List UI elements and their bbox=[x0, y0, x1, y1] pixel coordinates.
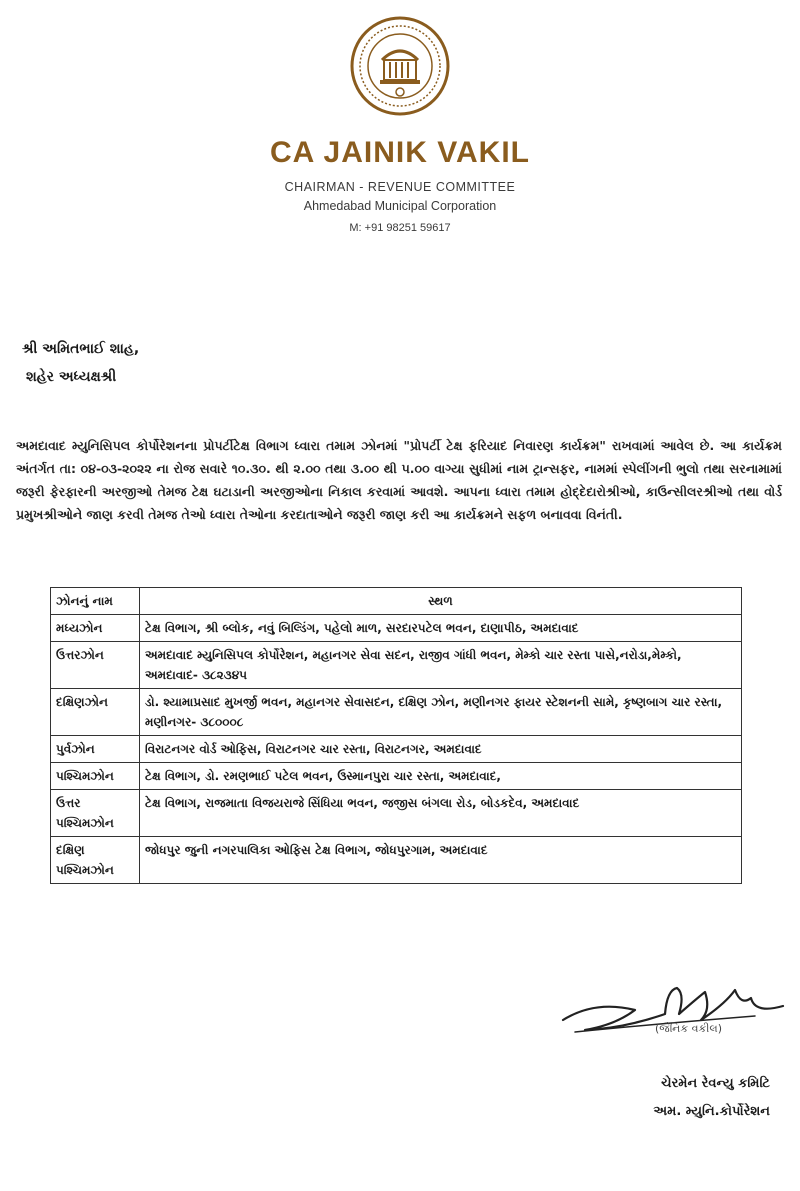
table-row bbox=[51, 790, 742, 837]
zone-cell: દક્ષિણઝોન bbox=[51, 689, 140, 736]
letterhead-title: CHAIRMAN - REVENUE COMMITTEE bbox=[284, 180, 516, 194]
letterhead-organization: Ahmedabad Municipal Corporation bbox=[303, 199, 497, 213]
table-row bbox=[51, 736, 742, 763]
table-row bbox=[51, 837, 742, 884]
addressee-name: શ્રી અમિતભાઈ શાહ, bbox=[22, 341, 140, 357]
place-header: સ્થળ bbox=[140, 588, 742, 615]
place-cell: ટેક્ષ વિભાગ, ડો. રમણભાઈ પટેલ ભવન, ઉસ્માનપુરા ચાર રસ્તા, અમદાવાદ, bbox=[140, 763, 742, 790]
place-cell: ટેક્ષ વિભાગ, શ્રી બ્લોક, નવું બિલ્ડિંગ, પહેલો માળ, સરદારપટેલ ભવન, દાણાપીઠ, અમદાવાદ bbox=[140, 615, 742, 642]
signatory-name: (જૈનિક વકીલ) bbox=[655, 1022, 723, 1035]
place-cell: જોધપુર જુની નગરપાલિકા ઓફિસ ટેક્ષ વિભાગ, જોધપુરગામ, અમદાવાદ bbox=[140, 837, 742, 884]
zone-cell: મધ્યઝોન bbox=[51, 615, 140, 642]
table-row bbox=[51, 642, 742, 689]
place-cell: ડો. શ્યામાપ્રસાદ મુખર્જી ભવન, મહાનગર સેવાસદન, દક્ષિણ ઝોન, મણીનગર ફાયર સ્ટેશનની સામે, કૃષ્ણબાગ ચાર રસ્તા, મણીનગર- ૩૮૦૦૦૮ bbox=[140, 689, 742, 736]
table-header-row bbox=[51, 588, 742, 615]
zone-cell: પુર્વઝોન bbox=[51, 736, 140, 763]
signatory-organization: અમ. મ્યુનિ.કોર્પોરેશન bbox=[653, 1104, 770, 1119]
letter-body: અમદાવાદ મ્યુનિસિપલ કોર્પોરેશનના પ્રોપર્ટીટેક્ષ વિભાગ ધ્વારા તમામ ઝોનમાં "પ્રોપર્ટી ટેક્ષ ફરિયાદ નિવારણ કાર્યક્રમ" રાખવામાં આવેલ છે. આ કાર્યક્રમ અંતર્ગત તા: ૦૪-૦૩-૨૦૨૨ ના રોજ સવારે ૧૦.૩૦. થી ૨.૦૦ તથા ૩.૦૦ થી ૫.૦૦ વાગ્યા સુધીમાં નામ ટ્રાન્સફર, નામમાં સ્પેલીંગની ભુલો તથા સરનામામાં જરૂરી ફેરફારની અરજીઓ તેમજ ટેક્ષ ઘટાડાની અરજીઓના નિકાલ કરવામાં આવશે. આપના ધ્વારા તમામ હોદ્દેદારોશ્રીઓ, કાઉન્સીલરશ્રીઓ તથા વોર્ડ પ્રમુખશ્રીઓને જાણ કરવી તેમજ તેઓ ધ્વારા તેઓના કરદાતાઓને જરૂરી જાણ કરી આ કાર્યક્રમને સફળ બનાવવા વિનંતી. bbox=[16, 438, 782, 522]
table-row bbox=[51, 689, 742, 736]
letterhead-name: CA JAINIK VAKIL bbox=[269, 136, 530, 169]
zone-cell: ઉત્તર પશ્ચિમઝોન bbox=[51, 790, 140, 837]
place-cell: ટેક્ષ વિભાગ, રાજમાતા વિજયરાજે સિંધિયા ભવન, જજીસ બંગલા રોડ, બોડકદેવ, અમદાવાદ bbox=[140, 790, 742, 837]
zone-cell: ઉત્તરઝોન bbox=[51, 642, 140, 689]
zone-header: ઝોનનું નામ bbox=[51, 588, 140, 615]
zone-table bbox=[50, 587, 742, 884]
place-cell: અમદાવાદ મ્યુનિસિપલ કોર્પોરેશન, મહાનગર સેવા સદન, રાજીવ ગાંધી ભવન, મેમ્કો ચાર રસ્તા પાસે,નરોડા,મેમ્કો, અમદાવાદ- ૩૮૨૩૪૫ bbox=[140, 642, 742, 689]
place-cell: વિરાટનગર વોર્ડ ઓફિસ, વિરાટનગર ચાર રસ્તા, વિરાટનગર, અમદાવાદ bbox=[140, 736, 742, 763]
zone-cell: દક્ષિણ પશ્ચિમઝોન bbox=[51, 837, 140, 884]
signatory-designation: ચેરમેન રેવન્યુ કમિટિ bbox=[661, 1076, 770, 1091]
addressee-title: શહેર અધ્યક્ષશ્રી bbox=[26, 369, 117, 385]
table-row bbox=[51, 763, 742, 790]
table-row bbox=[51, 615, 742, 642]
zone-cell: પશ્ચિમઝોન bbox=[51, 763, 140, 790]
letterhead-mobile: M: +91 98251 59617 bbox=[349, 222, 451, 234]
municipal-corporation-seal-icon bbox=[348, 14, 452, 118]
